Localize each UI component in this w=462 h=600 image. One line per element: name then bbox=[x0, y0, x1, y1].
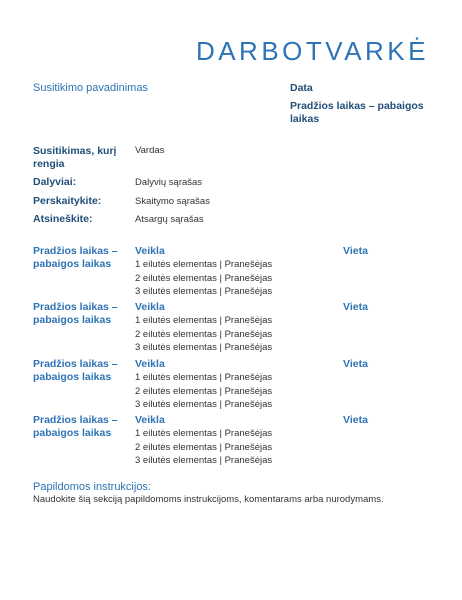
agenda-time: Pradžios laikas – pabaigos laikas bbox=[33, 245, 118, 270]
agenda-item: 3 eilutės elementas | Pranešėjas bbox=[135, 455, 273, 466]
agenda-activity: Veikla bbox=[135, 301, 165, 313]
organizer-value: Vardas bbox=[135, 145, 165, 156]
reading-value: Skaitymo sąrašas bbox=[135, 196, 210, 207]
agenda-block bbox=[0, 358, 462, 410]
bring-label: Atsineškite: bbox=[33, 213, 93, 225]
agenda-place: Vieta bbox=[343, 414, 368, 426]
agenda-time: Pradžios laikas – pabaigos laikas bbox=[33, 414, 118, 439]
agenda-block bbox=[0, 245, 462, 297]
agenda-item: 2 eilutės elementas | Pranešėjas bbox=[135, 272, 273, 284]
document-title: DARBOTVARKĖ bbox=[195, 36, 429, 66]
agenda-item: 1 eilutės elementas | Pranešėjas bbox=[135, 259, 273, 270]
agenda-item: 1 eilutės elementas | Pranešėjas bbox=[135, 372, 273, 383]
agenda-item: 2 eilutės elementas | Pranešėjas bbox=[135, 441, 273, 453]
agenda-item: 3 eilutės elementas | Pranešėjas bbox=[135, 286, 273, 297]
agenda-place: Vieta bbox=[343, 301, 368, 313]
agenda-items bbox=[135, 258, 272, 299]
agenda-activity: Veikla bbox=[135, 245, 165, 257]
agenda-item: 2 eilutės elementas | Pranešėjas bbox=[135, 385, 273, 397]
meeting-name-label: Susitikimo pavadinimas bbox=[33, 82, 148, 94]
agenda-activity: Veikla bbox=[135, 414, 165, 426]
agenda-item: 3 eilutės elementas | Pranešėjas bbox=[135, 399, 273, 410]
agenda-time: Pradžios laikas – pabaigos laikas bbox=[33, 301, 118, 326]
date-label: Data bbox=[290, 82, 313, 94]
additional-instructions-title: Papildomos instrukcijos: bbox=[33, 481, 151, 493]
agenda-items bbox=[135, 427, 272, 468]
agenda-item: 2 eilutės elementas | Pranešėjas bbox=[135, 328, 273, 340]
agenda-item: 3 eilutės elementas | Pranešėjas bbox=[135, 342, 273, 353]
agenda-place: Vieta bbox=[343, 245, 368, 257]
agenda-block bbox=[0, 414, 462, 466]
agenda-item: 1 eilutės elementas | Pranešėjas bbox=[135, 315, 273, 326]
agenda-items bbox=[135, 371, 272, 412]
agenda-activity: Veikla bbox=[135, 358, 165, 370]
bring-value: Atsargų sąrašas bbox=[135, 214, 204, 225]
agenda-item: 1 eilutės elementas | Pranešėjas bbox=[135, 428, 273, 439]
agenda-time: Pradžios laikas – pabaigos laikas bbox=[33, 358, 118, 383]
meeting-time-label: Pradžios laikas – pabaigos laikas bbox=[290, 100, 424, 125]
organizer-label: Susitikimas, kurį rengia bbox=[33, 145, 117, 170]
agenda-block bbox=[0, 301, 462, 353]
reading-label: Perskaitykite: bbox=[33, 195, 102, 207]
agenda-items bbox=[135, 314, 272, 355]
attendees-value: Dalyvių sąrašas bbox=[135, 177, 203, 188]
attendees-label: Dalyviai: bbox=[33, 176, 77, 188]
agenda-place: Vieta bbox=[343, 358, 368, 370]
additional-instructions-text: Naudokite šią sekciją papildomoms instrukcijoms, komentarams arba nurodymams. bbox=[33, 494, 384, 505]
